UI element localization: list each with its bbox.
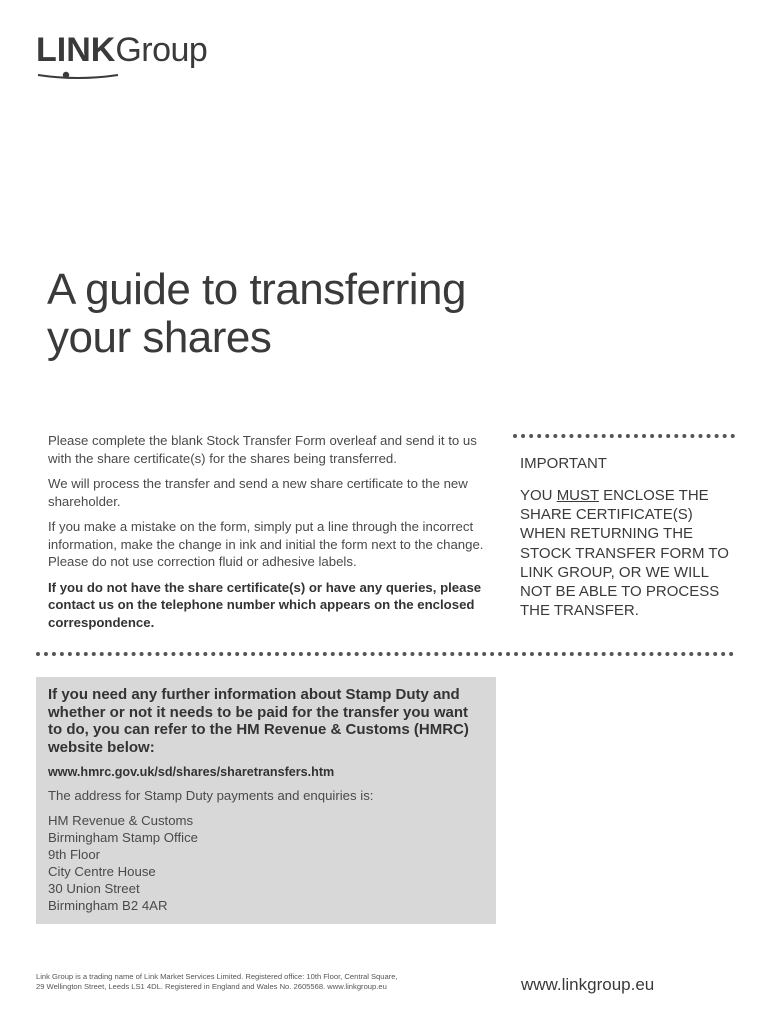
title-line-2: your shares	[47, 313, 272, 362]
logo-link-text: LINK	[36, 31, 116, 69]
dotted-divider-main	[36, 652, 734, 656]
link-group-logo	[36, 30, 236, 80]
address-line: 9th Floor	[48, 847, 101, 862]
address-line: City Centre House	[48, 864, 156, 879]
page-title	[47, 266, 466, 362]
address-line: 30 Union Street	[48, 881, 140, 896]
address-line: HM Revenue & Customs	[48, 813, 194, 828]
important-notice	[520, 454, 740, 620]
logo-swoosh-icon	[36, 70, 120, 82]
footer-legal-line-1: Link Group is a trading name of Link Market Services Limited. Registered office: 10th Floor, Central Square,	[36, 972, 398, 981]
hmrc-link[interactable]: www.hmrc.gov.uk/sd/shares/sharetransfers.htm	[48, 765, 335, 779]
title-line-1: A guide to transferring	[47, 265, 466, 314]
important-heading: IMPORTANT	[520, 455, 607, 472]
footer-legal-line-2: 29 Wellington Street, Leeds LS1 4DL. Registered in England and Wales No. 2605568. www.linkgroup.eu	[36, 982, 387, 991]
important-before: YOU	[520, 487, 557, 504]
important-message	[520, 486, 740, 620]
address-intro: The address for Stamp Duty payments and enquiries is:	[48, 788, 374, 803]
footer-website-link[interactable]: www.linkgroup.eu	[521, 975, 655, 994]
stamp-duty-info-box	[36, 677, 496, 924]
instruction-paragraph-4: If you do not have the share certificate(s) or have any queries, please contact us on the telephone number which appears on the enclosed correspondence.	[48, 579, 482, 630]
instruction-paragraph-1: Please complete the blank Stock Transfer Form overleaf and send it to us with the share certificate(s) for the shares being transferred.	[48, 433, 477, 466]
address-line: Birmingham B2 4AR	[48, 898, 168, 913]
instruction-paragraph-2: We will process the transfer and send a new share certificate to the new shareholder.	[48, 476, 468, 509]
instructions	[48, 432, 498, 639]
important-after: ENCLOSE THE SHARE CERTIFICATE(S) WHEN RETURNING THE STOCK TRANSFER FORM TO LINK GROUP, OR WE WILL NOT BE ABLE TO PROCESS THE TRANSFER.	[520, 487, 729, 620]
important-emphasis: MUST	[556, 487, 599, 504]
logo-group-text: Group	[115, 31, 208, 69]
stamp-office-address	[48, 812, 484, 914]
stamp-duty-heading: If you need any further information about Stamp Duty and whether or not it needs to be paid for the transfer you want to do, you can refer to the HM Revenue & Customs (HMRC) website below:	[48, 686, 469, 756]
logo-wordmark	[36, 30, 236, 70]
footer-legal-text	[36, 972, 476, 992]
address-line: Birmingham Stamp Office	[48, 830, 199, 845]
dotted-divider-important	[513, 434, 735, 438]
instruction-paragraph-3: If you make a mistake on the form, simply put a line through the incorrect information, make the change in ink and initial the form next to the change. Please do not use correction fluid or adhesive labels.	[48, 519, 484, 569]
